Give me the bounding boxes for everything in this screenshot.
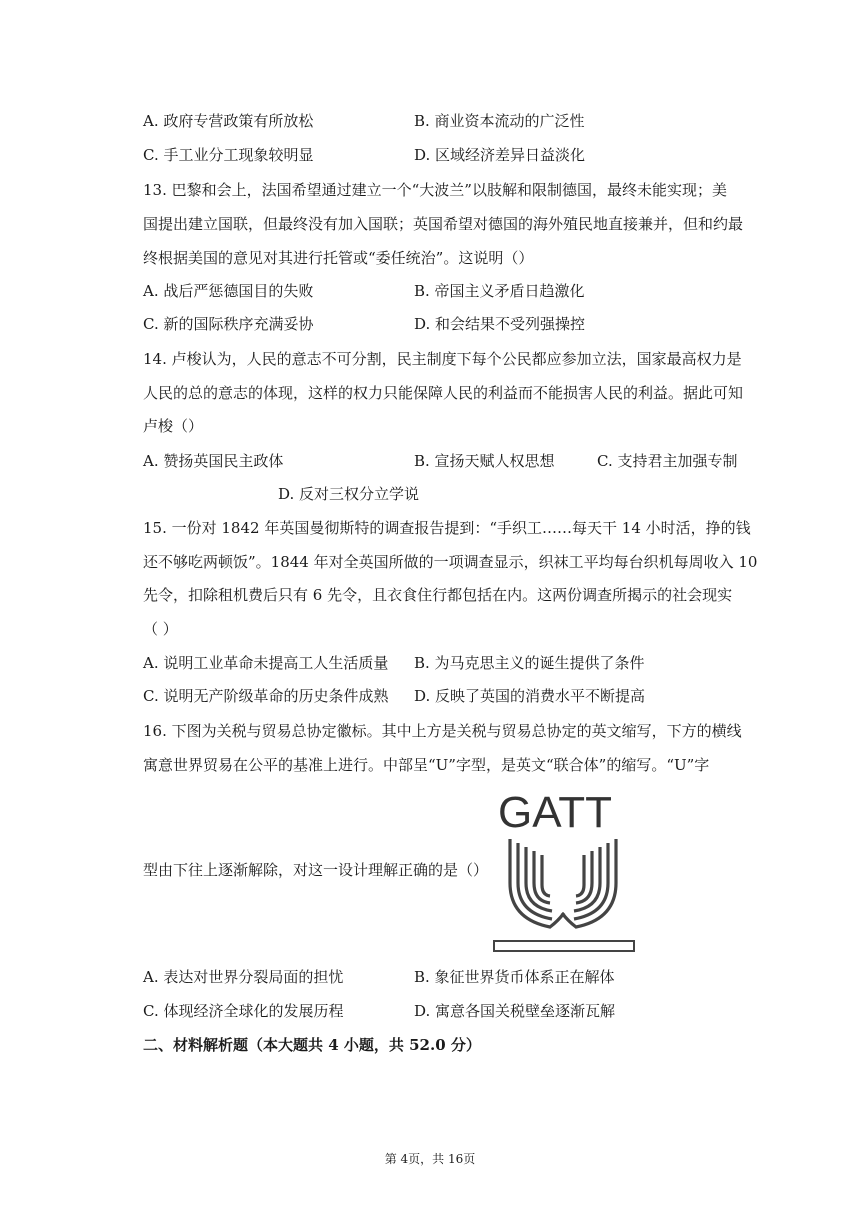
q13-option-d: D. 和会结果不受列强操控 [414,315,586,333]
q15-answer-blank: （ ） [143,620,178,638]
q16-option-d: D. 寓意各国关税壁垒逐渐瓦解 [414,1002,616,1020]
q16-option-b: B. 象征世界货币体系正在解体 [414,968,615,986]
base-line [494,941,634,951]
q15-stem-line: 先令，扣除租机费后只有 6 先令，且衣食住行都包括在内。这两份调查所揭示的社会现实 [143,586,733,604]
q15-option-b: B. 为马克思主义的诞生提供了条件 [414,654,645,672]
q15-option-c: C. 说明无产阶级革命的历史条件成熟 [143,687,389,705]
q12-option-c: C. 手工业分工现象较明显 [143,146,314,164]
q12-option-b: B. 商业资本流动的广泛性 [414,112,585,130]
q13-stem-line: 终根据美国的意见对其进行托管或“委任统治”。这说明（） [143,249,534,267]
q13-stem-line: 国提出建立国联，但最终没有加入国联；英国希望对德国的海外殖民地直接兼并，但和约最 [143,215,744,233]
q16-stem-line: 16. 下图为关税与贸易总协定徽标。其中上方是关税与贸易总协定的英文缩写，下方的横线 [143,722,742,740]
q12-option-a: A. 政府专营政策有所放松 [143,112,314,130]
q13-option-a: A. 战后严惩德国目的失败 [143,282,314,300]
u-shape-lines [510,839,616,927]
section-heading: 二、材料解析题（本大题共 4 小题，共 52.0 分） [143,1036,481,1054]
page-number: 第 4页，共 16页 [384,1152,476,1166]
q16-option-c: C. 体现经济全球化的发展历程 [143,1002,344,1020]
q15-stem-line: 15. 一份对 1842 年英国曼彻斯特的调查报告提到：“手织工……每天干 14 小时活，挣的钱 [143,519,751,537]
q16-option-a: A. 表达对世界分裂局面的担忧 [143,968,344,986]
q16-stem-line: 型由下往上逐渐解除，对这一设计理解正确的是（） [143,861,489,879]
q14-stem-line: 14. 卢梭认为，人民的意志不可分割，民主制度下每个公民都应参加立法，国家最高权力是 [143,350,742,368]
q14-stem-line: 卢梭（） [143,417,204,435]
q14-option-a: A. 赞扬英国民主政体 [143,452,284,470]
q16-stem-line: 寓意世界贸易在公平的基准上进行。中部呈“U”字型，是英文“联合体”的缩写。“U”字 [143,756,710,774]
q13-option-c: C. 新的国际秩序充满妥协 [143,315,314,333]
q14-option-d: D. 反对三权分立学说 [278,485,420,503]
q15-option-a: A. 说明工业革命未提高工人生活质量 [143,654,389,672]
q12-option-d: D. 区域经济差异日益淡化 [414,146,586,164]
gatt-logo-image [488,787,638,957]
q13-option-b: B. 帝国主义矛盾日趋激化 [414,282,585,300]
gatt-logo-text: GATT [498,788,613,837]
q15-option-d: D. 反映了英国的消费水平不断提高 [414,687,646,705]
q14-option-c: C. 支持君主加强专制 [597,452,738,470]
q15-stem-line: 还不够吃两顿饭”。1844 年对全英国所做的一项调查显示，织袜工平均每台织机每周收入 10 [143,553,758,571]
q14-option-b: B. 宣扬天赋人权思想 [414,452,555,470]
q14-stem-line: 人民的总的意志的体现，这样的权力只能保障人民的利益而不能损害人民的利益。据此可知 [143,384,744,402]
q13-stem-line: 13. 巴黎和会上，法国希望通过建立一个“大波兰”以肢解和限制德国，最终未能实现；美 [143,181,727,199]
